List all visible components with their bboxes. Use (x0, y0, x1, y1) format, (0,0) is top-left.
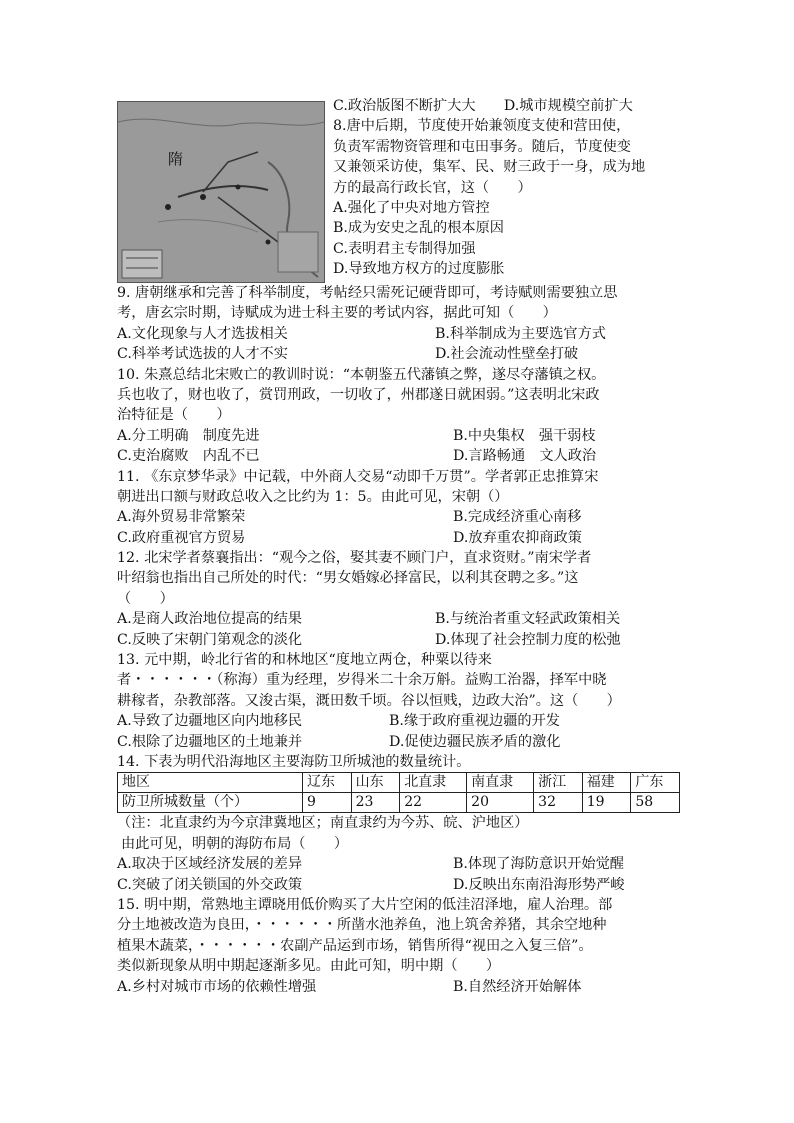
q12-option-a: A.是商人政治地位提高的结果 (117, 611, 303, 628)
q9-stem-line-1: 9. 唐朝继承和完善了科举制度，考帖经只需死记硬背即可，考诗赋则需要独立思 (117, 285, 618, 301)
q11-options-cd (117, 528, 680, 548)
table-cell: 22 (400, 793, 467, 813)
table-cell: 58 (631, 793, 680, 813)
q14-options-ab (117, 854, 680, 874)
q12-options-ab (117, 609, 680, 629)
q13-option-d: D.促使边疆民族矛盾的激化 (389, 733, 561, 750)
q8-stem-line-1: 8.唐中后期，节度使开始兼领度支使和营田使， (333, 118, 631, 135)
q15-stem-line-2: 分土地被改造为良田，・・・・・・所凿水池养鱼，池上筑舍养猪，其余空地种 (117, 917, 607, 934)
q8-option-b: B.成为安史之乱的根本原因 (333, 220, 504, 237)
q11-stem-line-2: 朝进出口额与财政总收入之比约为 1：5。由此可见，宋朝（） (117, 488, 509, 505)
q14-option-a: A.取决于区域经济发展的差异 (117, 856, 303, 873)
table-header-cell: 浙江 (534, 773, 583, 793)
map-drawing (118, 102, 324, 282)
q11-options-ab (117, 507, 680, 527)
question-8-block (333, 96, 680, 283)
q12-option-d: D.体现了社会控制力度的松弛 (435, 631, 621, 648)
q12-stem-line-1: 12. 北宋学者蔡襄指出：“观今之俗，娶其妻不顾门户，直求资财。”南宋学者 (117, 550, 592, 567)
q14-note: （注：北直隶约为今京津冀地区；南直隶约为今苏、皖、沪地区） (117, 815, 529, 832)
q14-option-c: C.突破了闭关锁国的外交政策 (117, 876, 303, 893)
q11-option-c: C.政府重视官方贸易 (117, 529, 246, 546)
q14-stem: 14. 下表为明代沿海地区主要海防卫所城池的数量统计。 (117, 753, 471, 770)
q13-option-c: C.根除了边疆地区的土地兼并 (117, 733, 303, 750)
table-header-row (118, 773, 680, 793)
q15-stem-line-3: 植果木蔬菜，・・・・・・农副产品运到市场，销售所得“视田之入复三倍”。 (117, 937, 593, 954)
sui-map-image (117, 101, 325, 283)
table-header-cell: 山东 (351, 773, 400, 793)
q13-stem-line-2: 者・・・・・・（称海）重为经理，岁得米二十余万斛。益购工治器，择军中晓 (117, 672, 607, 689)
q11-option-b: B.完成经济重心南移 (453, 509, 582, 526)
q10-options-ab (117, 426, 680, 446)
table-header-cell: 广东 (631, 773, 680, 793)
q11-stem-line-1: 11. 《东京梦华录》中记载，中外商人交易“动即千万贯”。学者郭正忠推算宋 (117, 468, 599, 485)
q12-stem-line-2: 叶绍翁也指出自己所处的时代：“男女婚嫁必择富民，以利其奁聘之多。”这 (117, 570, 579, 587)
q14-option-b: B.体现了海防意识开始觉醒 (453, 856, 624, 873)
top-block (117, 96, 680, 283)
q9-options-ab (117, 324, 680, 344)
table-header-cell: 南直隶 (467, 773, 534, 793)
q15-options-ab (117, 977, 680, 997)
q9-option-c: C.科举考试选拔的人才不实 (117, 346, 288, 363)
q15-option-a: A.乡村对城市市场的依赖性增强 (117, 978, 317, 995)
q8-stem-line-3: 又兼领采访使，集军、民、财三政于一身，成为地 (333, 159, 646, 176)
table-cell: 20 (467, 793, 534, 813)
coastal-defense-table (117, 772, 680, 813)
q10-option-b: B.中央集权 强干弱枝 (453, 427, 596, 444)
q15-option-b: B.自然经济开始解体 (453, 978, 582, 995)
table-header-cell: 辽东 (303, 773, 352, 793)
q10-options-cd (117, 446, 680, 466)
q10-option-d: D.言路畅通 文人政治 (453, 448, 597, 465)
table-cell: 9 (303, 793, 352, 813)
q11-option-a: A.海外贸易非常繁荣 (117, 509, 246, 526)
q12-option-c: C.反映了宋朝门第观念的淡化 (117, 631, 303, 648)
q9-option-d: D.社会流动性壁垒打破 (435, 346, 579, 363)
table-header-cell: 北直隶 (400, 773, 467, 793)
q10-option-a: A.分工明确 制度先进 (117, 427, 260, 444)
q13-options-ab (117, 711, 680, 731)
q8-option-a: A.强化了中央对地方管控 (333, 199, 490, 216)
q14-options-cd (117, 875, 680, 895)
map-label: 隋 (168, 150, 184, 168)
q7-options-cd: C.政治版图不断扩大大 D.城市规模空前扩大 (333, 98, 633, 114)
q12-option-b: B.与统治者重文轻武政策相关 (435, 611, 621, 628)
q15-stem-line-4: 类似新现象从明中期起逐渐多见。由此可知，明中期（ ） (117, 958, 501, 975)
q8-option-c: C.表明君主专制得加强 (333, 240, 476, 257)
table-cell: 23 (351, 793, 400, 813)
q9-options-cd (117, 344, 680, 364)
q8-stem-line-4: 方的最高行政长官，这（ ） (333, 179, 532, 196)
q9-stem-line-2: 考，唐玄宗时期，诗赋成为进士科主要的考试内容，据此可知（ ） (117, 305, 557, 322)
q13-stem-line-1: 13. 元中期，岭北行省的和林地区“度地立两仓，种粟以待来 (117, 652, 492, 669)
q14-option-d: D.反映出东南沿海形势严峻 (453, 876, 625, 893)
q13-stem-line-3: 耕稼者，杂教部落。又浚古渠，溉田数千顷。谷以恒贱，边政大治”。这（ ） (117, 692, 621, 709)
q8-option-d: D.导致地方权方的过度膨胀 (333, 261, 505, 278)
q13-options-cd (117, 732, 680, 752)
q9-option-b: B.科举制成为主要选官方式 (435, 325, 606, 342)
q15-stem-line-1: 15. 明中期，常熟地主谭晓用低价购买了大片空闲的低洼沼泽地，雇人治理。部 (117, 896, 613, 913)
q10-option-c: C.吏治腐败 内乱不已 (117, 448, 260, 465)
table-row (118, 793, 680, 813)
q13-option-b: B.缘于政府重视边疆的开发 (389, 713, 560, 730)
q9-option-a: A.文化现象与人才选拔相关 (117, 325, 288, 342)
table-cell: 32 (534, 793, 583, 813)
table-cell: 19 (582, 793, 631, 813)
q10-stem-line-1: 10. 朱熹总结北宋败亡的教训时说：“本朝鉴五代藩镇之弊，遂尽夺藩镇之权。 (117, 366, 606, 383)
q10-stem-line-2: 兵也收了，财也收了，赏罚刑政，一切收了，州郡遂日就困弱。”这表明北宋政 (117, 386, 600, 403)
q12-options-cd (117, 630, 680, 650)
table-cell: 防卫所城数量（个） (118, 793, 303, 813)
table-header-cell: 福建 (582, 773, 631, 793)
table-header-cell: 地区 (118, 773, 303, 793)
q14-lead: 由此可见，明朝的海防布局（ ） (121, 835, 349, 852)
exam-page (117, 96, 680, 997)
q12-stem-line-3: （ ） (117, 590, 174, 607)
q11-option-d: D.放弃重农抑商政策 (453, 529, 582, 546)
q8-stem-line-2: 负责军需物资管理和屯田事务。随后，节度使变 (333, 138, 631, 155)
q13-option-a: A.导致了边疆地区向内地移民 (117, 713, 303, 730)
q10-stem-line-3: 治特征是（ ） (117, 407, 231, 424)
